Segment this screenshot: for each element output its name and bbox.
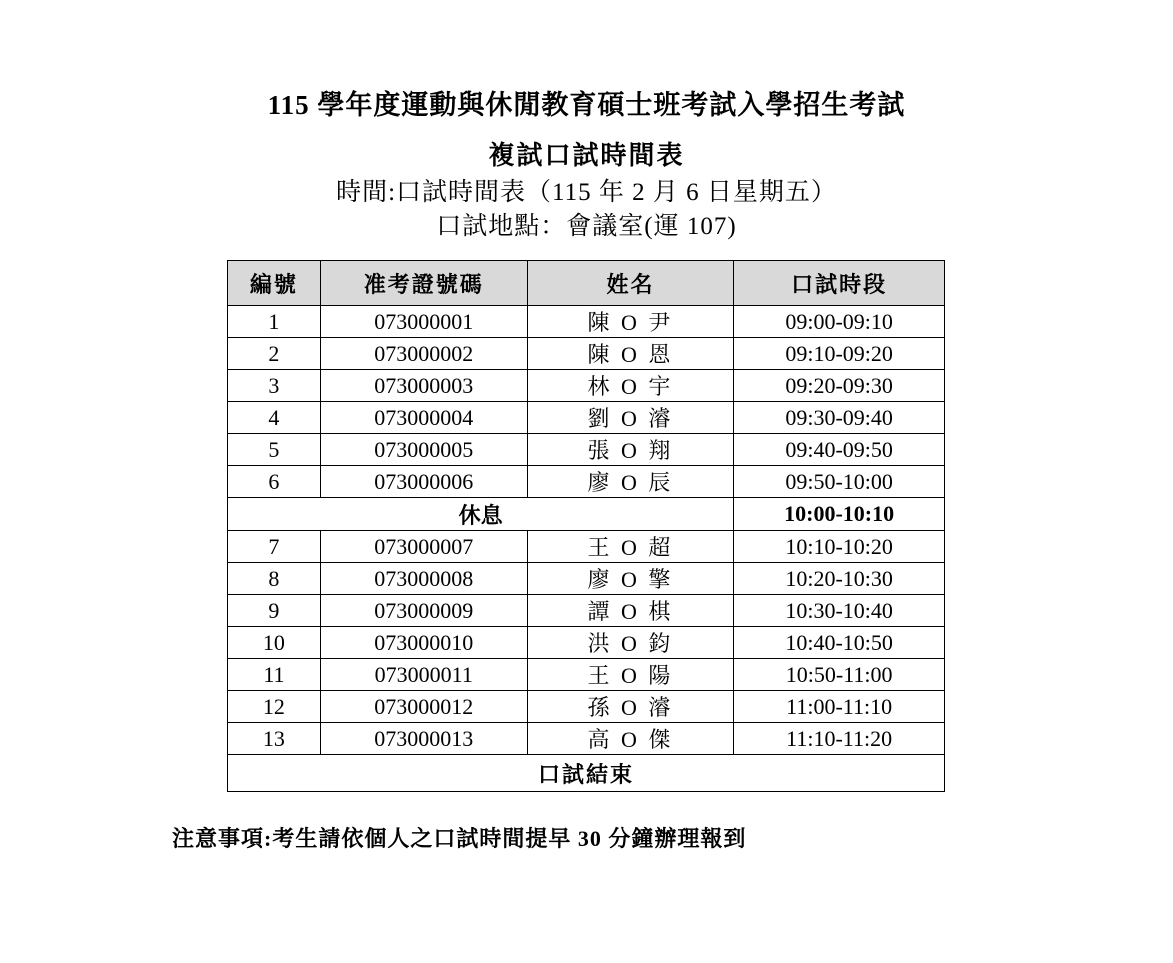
row-name: 劉 O 濬: [527, 402, 734, 434]
row-number: 3: [228, 370, 321, 402]
header-number: 編號: [228, 261, 321, 306]
row-time-slot: 10:10-10:20: [734, 531, 945, 563]
row-ticket-id: 073000009: [320, 595, 527, 627]
row-ticket-id: 073000013: [320, 723, 527, 755]
table-row: [228, 659, 945, 691]
row-name: 廖 O 擎: [527, 563, 734, 595]
row-ticket-id: 073000002: [320, 338, 527, 370]
header-name: 姓名: [527, 261, 734, 306]
row-name: 高 O 傑: [527, 723, 734, 755]
break-label: 休息: [228, 498, 734, 531]
row-time-slot: 11:00-11:10: [734, 691, 945, 723]
row-name: 王 O 超: [527, 531, 734, 563]
notice-text: 注意事項:考生請依個人之口試時間提早 30 分鐘辦理報到: [172, 826, 747, 851]
table-row: [228, 466, 945, 498]
break-time-slot: 10:00-10:10: [734, 498, 945, 531]
table-row: [228, 691, 945, 723]
row-number: 9: [228, 595, 321, 627]
header-admission-ticket: 准考證號碼: [320, 261, 527, 306]
row-ticket-id: 073000004: [320, 402, 527, 434]
row-name: 陳 O 尹: [527, 306, 734, 338]
row-time-slot: 09:50-10:00: [734, 466, 945, 498]
row-time-slot: 10:50-11:00: [734, 659, 945, 691]
table-row: [228, 402, 945, 434]
table-row: [228, 595, 945, 627]
row-name: 孫 O 濬: [527, 691, 734, 723]
row-name: 陳 O 恩: [527, 338, 734, 370]
row-name: 王 O 陽: [527, 659, 734, 691]
row-number: 5: [228, 434, 321, 466]
row-time-slot: 11:10-11:20: [734, 723, 945, 755]
row-number: 10: [228, 627, 321, 659]
table-row: [228, 306, 945, 338]
table-row: [228, 563, 945, 595]
row-time-slot: 10:20-10:30: [734, 563, 945, 595]
row-number: 13: [228, 723, 321, 755]
row-ticket-id: 073000006: [320, 466, 527, 498]
row-number: 6: [228, 466, 321, 498]
row-ticket-id: 073000011: [320, 659, 527, 691]
row-number: 12: [228, 691, 321, 723]
row-number: 8: [228, 563, 321, 595]
table-row: [228, 338, 945, 370]
row-name: 廖 O 辰: [527, 466, 734, 498]
header-time-slot: 口試時段: [734, 261, 945, 306]
row-ticket-id: 073000003: [320, 370, 527, 402]
table-row: [228, 627, 945, 659]
row-time-slot: 09:10-09:20: [734, 338, 945, 370]
row-time-slot: 10:40-10:50: [734, 627, 945, 659]
table-header-row: [228, 261, 945, 306]
row-ticket-id: 073000010: [320, 627, 527, 659]
row-ticket-id: 073000005: [320, 434, 527, 466]
row-time-slot: 10:30-10:40: [734, 595, 945, 627]
row-time-slot: 09:30-09:40: [734, 402, 945, 434]
row-number: 2: [228, 338, 321, 370]
row-ticket-id: 073000012: [320, 691, 527, 723]
row-time-slot: 09:40-09:50: [734, 434, 945, 466]
document-title: 115 學年度運動與休閒教育碩士班考試入學招生考試: [267, 90, 906, 120]
table-row: [228, 723, 945, 755]
row-name: 洪 O 鈞: [527, 627, 734, 659]
row-name: 張 O 翔: [527, 434, 734, 466]
table-row: [228, 434, 945, 466]
row-number: 11: [228, 659, 321, 691]
row-ticket-id: 073000007: [320, 531, 527, 563]
break-row: [228, 498, 945, 531]
interview-schedule-table: [227, 260, 945, 792]
table-row: [228, 370, 945, 402]
end-row: [228, 755, 945, 792]
row-number: 7: [228, 531, 321, 563]
row-name: 譚 O 棋: [527, 595, 734, 627]
document-subtitle: 複試口試時間表: [488, 141, 685, 170]
row-ticket-id: 073000008: [320, 563, 527, 595]
row-time-slot: 09:20-09:30: [734, 370, 945, 402]
row-time-slot: 09:00-09:10: [734, 306, 945, 338]
exam-location-line: 口試地點：會議室(運 107): [436, 213, 737, 240]
row-number: 1: [228, 306, 321, 338]
table-row: [228, 531, 945, 563]
row-name: 林 O 宇: [527, 370, 734, 402]
end-label: 口試結束: [228, 755, 945, 792]
row-number: 4: [228, 402, 321, 434]
row-ticket-id: 073000001: [320, 306, 527, 338]
exam-date-line: 時間:口試時間表（115 年 2 月 6 日星期五）: [336, 179, 837, 206]
